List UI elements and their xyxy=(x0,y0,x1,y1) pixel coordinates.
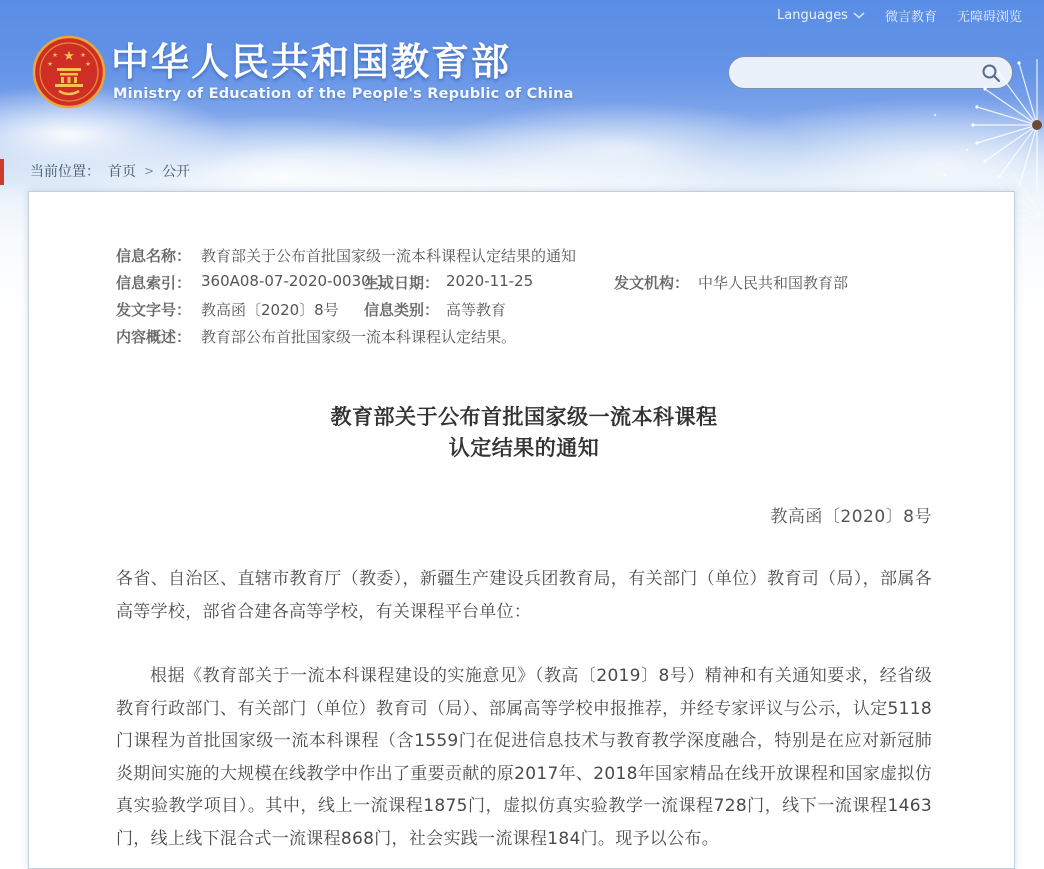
svg-text:★: ★ xyxy=(80,51,86,59)
paragraph-salutation: 各省、自治区、直辖市教育厅（教委），新疆生产建设兵团教育局，有关部门（单位）教育司（局），部属各高等学校，部省合建各高等学校，有关课程平台单位： xyxy=(116,569,932,622)
breadcrumb-separator: > xyxy=(144,164,155,178)
meta-row-name xyxy=(116,245,932,272)
meta-index-value: 360A08-07-2020-0030-1 xyxy=(201,272,386,290)
breadcrumb-home-link[interactable]: 首页 xyxy=(108,164,136,180)
meta-row-index-date-agency xyxy=(116,272,932,299)
svg-text:★: ★ xyxy=(85,60,91,68)
meta-date-label: 生成日期： xyxy=(364,274,440,292)
meta-name-label: 信息名称： xyxy=(116,247,192,265)
meta-category-value: 高等教育 xyxy=(446,301,507,319)
notice-title-line2: 认定结果的通知 xyxy=(448,436,600,460)
site-title: 中华人民共和国教育部 xyxy=(111,40,512,84)
search-input[interactable] xyxy=(743,57,980,88)
breadcrumb-section-link[interactable]: 公开 xyxy=(162,164,191,180)
meta-number-value: 教高函〔2020〕8号 xyxy=(201,301,339,319)
search-icon xyxy=(981,63,1001,83)
wechat-education-link[interactable]: 微言教育 xyxy=(884,10,937,25)
meta-agency-label: 发文机构： xyxy=(614,274,690,292)
meta-row-number-category xyxy=(116,299,932,326)
search-box xyxy=(728,56,1013,89)
meta-agency-value: 中华人民共和国教育部 xyxy=(698,274,849,292)
meta-summary-value: 教育部公布首批国家级一流本科课程认定结果。 xyxy=(201,328,517,346)
languages-label: Languages xyxy=(777,8,848,23)
meta-row-summary xyxy=(116,326,932,353)
paragraph-body: 根据《教育部关于一流本科课程建设的实施意见》（教高〔2019〕8号）精神和有关通知要求，经省级教育行政部门、有关部门（单位）教育司（局）、部属高等学校申报推荐，并经专家评议与公示，认定5118门课程为首批国家级一流本科课程（含1559门在促进信息技术与教育教学深度融合，特别是在应对新冠肺炎期间实施的大规模在线教学中作出了重要贡献的原2017年、2018年国家精品在线开放课程和国家虚拟仿真实验教学项目）。其中，线上一流课程1875门，虚拟仿真实验教学一流课程728门，线下一流课程1463门，线上线下混合式一流课程868门，社会实践一流课程184门。现予以公布。 xyxy=(116,666,932,849)
meta-name-value: 教育部关于公布首批国家级一流本科课程认定结果的通知 xyxy=(201,247,577,265)
document-card xyxy=(28,191,1015,869)
notice-title-line1: 教育部关于公布首批国家级一流本科课程 xyxy=(330,405,718,429)
meta-index-label: 信息索引： xyxy=(116,274,192,292)
svg-text:★: ★ xyxy=(47,60,53,68)
left-edge-red-marker xyxy=(0,159,4,185)
breadcrumb xyxy=(30,161,190,181)
svg-text:★: ★ xyxy=(63,49,75,64)
meta-category-label: 信息类别： xyxy=(364,301,440,319)
meta-number-label: 发文字号： xyxy=(116,301,192,319)
languages-menu[interactable] xyxy=(777,8,865,23)
meta-summary-label: 内容概述： xyxy=(116,328,192,346)
meta-date-value: 2020-11-25 xyxy=(446,272,534,290)
chevron-down-icon xyxy=(853,12,865,19)
document-meta-table xyxy=(116,245,932,353)
svg-text:★: ★ xyxy=(52,51,58,59)
document-number: 教高函〔2020〕8号 xyxy=(770,507,932,527)
notice-title xyxy=(116,402,932,464)
top-utility-bar xyxy=(777,6,1022,25)
site-subtitle: Ministry of Education of the People's Republic of China xyxy=(113,86,574,102)
national-emblem-logo xyxy=(32,35,106,109)
accessibility-link[interactable]: 无障碍浏览 xyxy=(956,10,1022,25)
search-button[interactable] xyxy=(980,62,1002,84)
breadcrumb-prefix: 当前位置： xyxy=(30,164,100,180)
